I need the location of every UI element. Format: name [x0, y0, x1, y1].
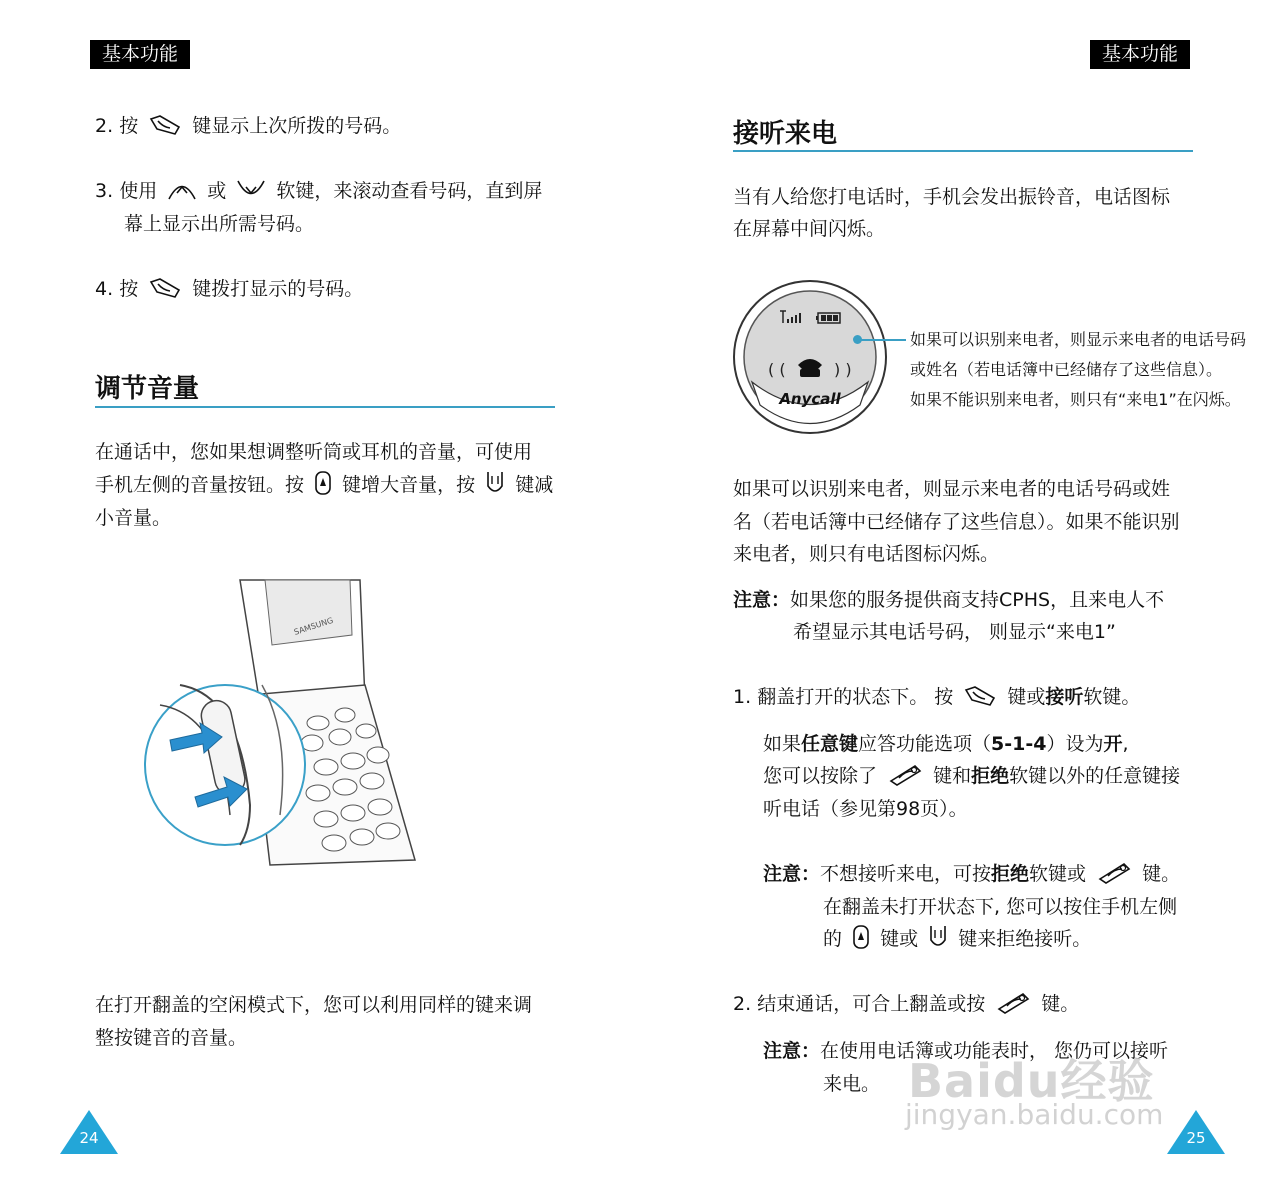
step-text: 键或 — [1007, 686, 1046, 708]
text: 键和 — [933, 765, 972, 787]
step-num: 4. — [95, 278, 114, 300]
send-key-icon — [963, 684, 997, 708]
step1-note-line3 — [823, 923, 1091, 956]
end-key-icon — [887, 763, 923, 787]
step-text: 结束通话，可合上翻盖或按 — [757, 993, 986, 1015]
step-num: 1. — [733, 686, 752, 708]
step-text: 键显示上次所拨的号码。 — [192, 115, 402, 137]
callout-line2: 或姓名（若电话簿中已经储存了这些信息）。 — [910, 360, 1223, 379]
watermark-logo: Baidu经验 — [908, 1054, 1155, 1108]
up-key-icon — [167, 178, 197, 202]
note-text: 在使用电话簿或功能表时， 您仍可以接听 — [820, 1040, 1169, 1062]
ringing-phone-icon — [768, 359, 852, 379]
phone-brand: SAMSUNG — [292, 615, 335, 637]
right-page-number — [1167, 1110, 1225, 1154]
note-label: 注意： — [763, 863, 821, 885]
right-step-1 — [733, 681, 1140, 714]
step-text: 或 — [207, 180, 227, 202]
right-header-tag: 基本功能 — [1090, 40, 1190, 69]
left-step-3 — [95, 175, 542, 208]
step-text: 使用 — [119, 180, 158, 202]
send-key-icon — [148, 113, 182, 137]
svg-text:) ): ) ) — [834, 360, 852, 379]
step-num: 2. — [95, 115, 114, 137]
left-step-2 — [95, 110, 401, 143]
note-label: 注意： — [733, 589, 791, 611]
text: 键减 — [515, 474, 554, 496]
left-page-number — [60, 1110, 118, 1154]
caller-id-para-line2: 名（若电话簿中已经储存了这些信息）。如果不能识别 — [733, 511, 1180, 533]
down-key-icon — [236, 178, 266, 202]
step1-sub-line2 — [763, 760, 1180, 793]
text: 键增大音量，按 — [342, 474, 476, 496]
bold-text: 任意键 — [801, 733, 859, 755]
step-text: 按 — [119, 115, 139, 137]
volume-bottom-line2: 整按键音的音量。 — [95, 1027, 248, 1049]
volume-down-key-icon — [928, 924, 948, 950]
note-text: 的 — [823, 928, 843, 950]
text: 软键以外的任意键接 — [1009, 765, 1181, 787]
left-step-3-line2: 幕上显示出所需号码。 — [124, 213, 315, 235]
right-step-2 — [733, 988, 1079, 1021]
step-num: 2. — [733, 993, 752, 1015]
step-num: 3. — [95, 180, 114, 202]
volume-para-line3: 小音量。 — [95, 507, 172, 529]
incoming-call-display-illustration — [730, 277, 890, 437]
bold-text: 拒绝 — [991, 863, 1030, 885]
svg-text:( (: ( ( — [768, 360, 786, 379]
note-text: 键来拒绝接听。 — [958, 928, 1092, 950]
text: 应答功能选项（ — [858, 733, 992, 755]
step-text: 软键，来滚动查看号码，直到屏 — [276, 180, 543, 202]
step1-sub-line3: 听电话（参见第98页）。 — [763, 798, 968, 820]
volume-heading-rule — [95, 406, 555, 408]
volume-bottom-line1: 在打开翻盖的空闲模式下，您可以利用同样的键来调 — [95, 994, 533, 1016]
bold-text: 5-1-4 — [991, 733, 1047, 755]
left-header-tag: 基本功能 — [90, 40, 190, 69]
phone-side-keys-illustration — [140, 575, 430, 875]
callout-line — [858, 339, 906, 341]
note1 — [733, 584, 1164, 617]
note-text: 不想接听来电，可按 — [820, 863, 992, 885]
display-brand: Anycall — [779, 390, 841, 408]
text: , — [1122, 733, 1129, 755]
step2-note-line2: 来电。 — [823, 1073, 881, 1095]
step-text: 软键。 — [1083, 686, 1141, 708]
send-key-icon — [148, 276, 182, 300]
page-number-text: 25 — [1186, 1129, 1206, 1147]
volume-heading: 调节音量 — [95, 374, 200, 404]
text: 手机左侧的音量按钮。按 — [95, 474, 305, 496]
note-text: 键。 — [1142, 863, 1181, 885]
volume-up-key-icon — [314, 470, 332, 496]
left-step-4 — [95, 273, 363, 306]
step1-sub-line1 — [763, 728, 1129, 761]
note-label: 注意： — [763, 1040, 821, 1062]
end-key-icon — [995, 991, 1031, 1015]
note-text: 软键或 — [1029, 863, 1087, 885]
step-bold: 接听 — [1045, 686, 1084, 708]
caller-id-para-line3: 来电者，则只有电话图标闪烁。 — [733, 543, 1000, 565]
volume-up-key-icon — [852, 924, 870, 950]
callout-line3: 如果不能识别来电者，则只有“来电1”在闪烁。 — [910, 390, 1241, 409]
step-text: 翻盖打开的状态下。 按 — [757, 686, 954, 708]
note-text: 键或 — [880, 928, 919, 950]
text: 您可以按除了 — [763, 765, 878, 787]
step-text: 键。 — [1041, 993, 1080, 1015]
volume-para-line2 — [95, 469, 553, 502]
volume-para-line1: 在通话中，您如果想调整听筒或耳机的音量，可使用 — [95, 441, 533, 463]
end-key-icon — [1096, 861, 1132, 885]
callout-line1: 如果可以识别来电者，则显示来电者的电话号码 — [910, 330, 1247, 349]
answer-call-heading: 接听来电 — [733, 119, 838, 149]
answer-intro-line1: 当有人给您打电话时，手机会发出振铃音，电话图标 — [733, 186, 1171, 208]
answer-call-heading-rule — [733, 150, 1193, 152]
note-text: 如果您的服务提供商支持CPHS，且来电人不 — [790, 589, 1165, 611]
text: ）设为 — [1046, 733, 1104, 755]
caller-id-para-line1: 如果可以识别来电者，则显示来电者的电话号码或姓 — [733, 478, 1171, 500]
bold-text: 开 — [1103, 733, 1123, 755]
text: 如果 — [763, 733, 802, 755]
step1-note — [763, 858, 1180, 891]
volume-down-key-icon — [485, 470, 505, 496]
step-text: 键拨打显示的号码。 — [192, 278, 364, 300]
answer-intro-line2: 在屏幕中间闪烁。 — [733, 218, 886, 240]
step-text: 按 — [119, 278, 139, 300]
bold-text: 拒绝 — [971, 765, 1010, 787]
page-number-text: 24 — [79, 1129, 99, 1147]
note1-line2: 希望显示其电话号码， 则显示“来电1” — [793, 621, 1116, 643]
step1-note-line2: 在翻盖未打开状态下, 您可以按住手机左侧 — [823, 896, 1178, 918]
watermark-url: jingyan.baidu.com — [905, 1098, 1164, 1131]
callout-dot — [853, 335, 862, 344]
